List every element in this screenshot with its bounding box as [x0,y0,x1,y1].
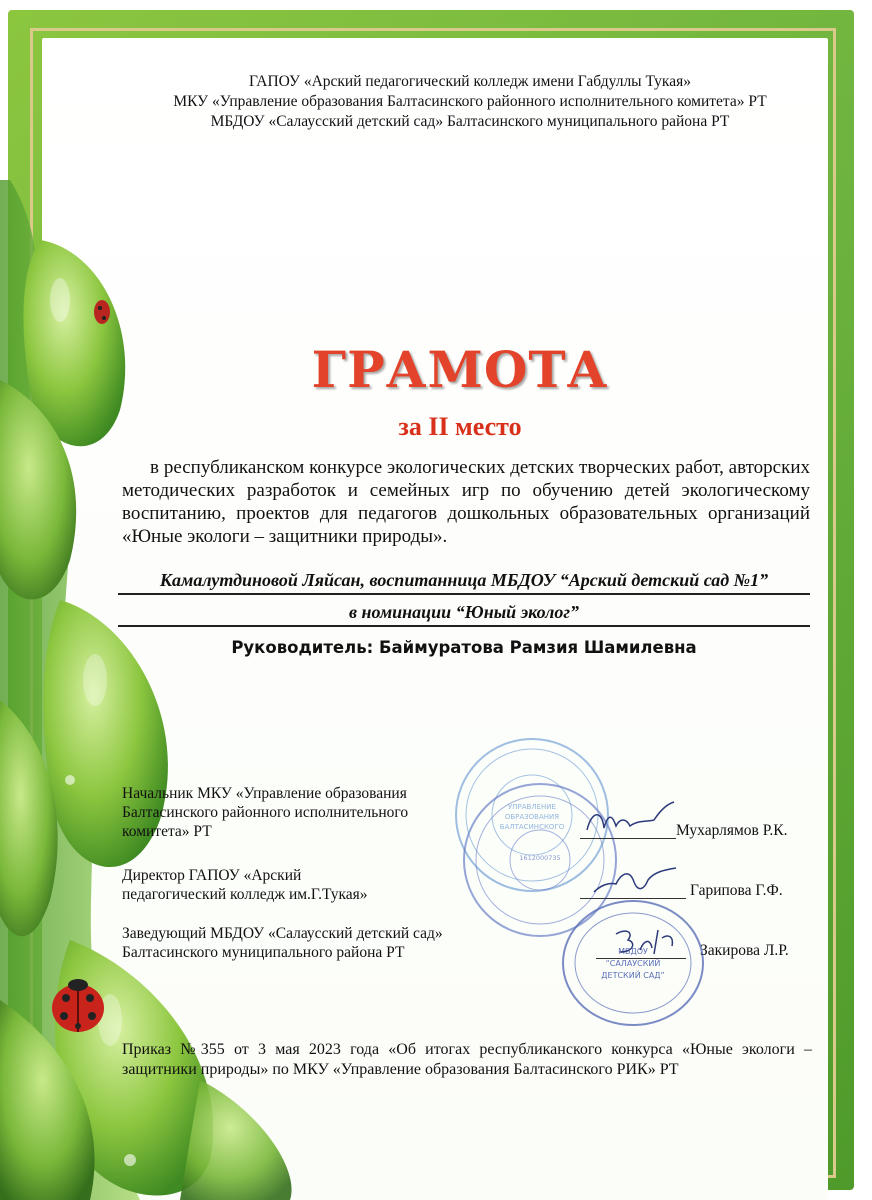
leader-name: Руководитель: Баймуратова Рамзия Шамилевна [231,638,697,657]
signatory-3-line1: Заведующий МБДОУ «Салаусский детский сад» [122,925,443,942]
issuers-header [110,72,830,132]
header-line-1: ГАПОУ «Арский педагогический колледж имени Габдуллы Тукая» [249,73,691,90]
stamp-kindergarten-line1: МБДОУ [618,947,648,956]
stamp-kindergarten [558,898,708,1028]
signatory-2-position [122,866,442,904]
recipient-name: Камалутдиновой Ляйсан, воспитанница МБДОУ “Арский детский сад №1” [118,570,810,595]
signatory-3-name: Закирова Л.Р. [700,942,789,959]
header-line-3: МБДОУ «Салаусский детский сад» Балтасинского муниципального района РТ [210,113,730,130]
signature-1 [582,800,682,840]
signatory-1-position [122,784,462,841]
header-line-2: МКУ «Управление образования Балтасинского районного исполнительного комитета» РТ [173,93,767,110]
order-reference: Приказ №355 от 3 мая 2023 года «Об итогах республиканского конкурса «Юные экологи – защитники природы» по МКУ «Управление образования Балтасинского РИК» РТ [122,1041,812,1078]
svg-text:УПРАВЛЕНИЕ: УПРАВЛЕНИЕ [508,803,556,811]
stamp-kindergarten-line2: “САЛАУСКИЙ [605,959,661,968]
place-award: за II место [398,412,522,441]
svg-text:1612000735: 1612000735 [519,854,561,862]
signatory-1-name: Мухарлямов Р.К. [676,822,788,839]
svg-text:БАЛТАСИНСКОГО: БАЛТАСИНСКОГО [499,823,565,831]
signatory-3-line2: Балтасинского муниципального района РТ [122,944,405,961]
signature-2 [586,862,686,902]
signatory-1-line3: комитета» РТ [122,823,212,840]
signatory-2-name: Гарипова Г.Ф. [690,882,783,899]
certificate-title: ГРАМОТА [311,340,609,399]
stamp-kindergarten-line3: ДЕТСКИЙ САД” [601,971,665,980]
nomination: в номинации “Юный эколог” [118,602,810,627]
svg-text:ОБРАЗОВАНИЯ: ОБРАЗОВАНИЯ [504,813,560,821]
signatory-2-line1: Директор ГАПОУ «Арский [122,867,302,884]
signatory-2-line2: педагогический колледж им.Г.Тукая» [122,886,368,903]
signatory-3-position [122,924,482,962]
signature-3 [610,924,690,960]
contest-description: в республиканском конкурсе экологических детских творческих работ, авторских методических разработок и семейных игр по обучению детей экологическому воспитанию, проектов для педагогов дошкольных образовательных организаций «Юные экологи – защитники природы». [122,457,810,547]
signatory-1-line2: Балтасинского районного исполнительного [122,804,409,821]
signatory-1-line1: Начальник МКУ «Управление образования [122,785,407,802]
